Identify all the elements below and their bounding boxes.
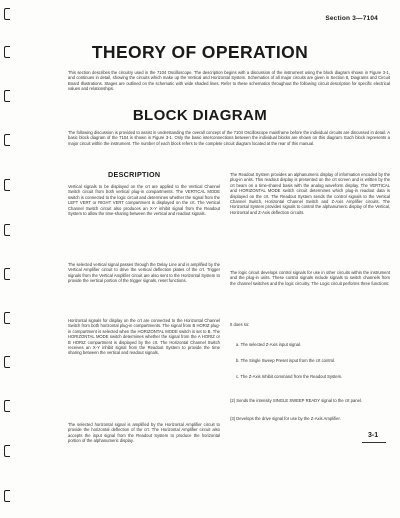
list-item: b. The Single Sweep Preset input from the crt control. (236, 358, 336, 363)
binder-hole-icon (4, 224, 10, 236)
intro-paragraph: This section describes the circuitry used in the 7104 Oscilloscope. The description begins with a discussion of the instrument using the block diagram shown in Figure 3-1, and continues in detail, showing the circuits which make up the Vertical and Horizontal System. Schematics of all major circuits are given in Section 8, Diagrams and Circuit Board Illustrations. Stages are outlined on the schematic with wide shaded lines. Refer to these schematics throughout the following circuit description for specific electrical values and relationships. (68, 70, 390, 92)
description-paragraph-3: Horizontal signals for display on the crt are connected to the Horizontal Channel Switch from both horizontal plug-in compartments. The signal from B HORIZ plug-in compartment is selected when the HORIZONTAL MODE switch is set to B. The HORIZONTAL MODE switch determines whether the signal from the A HORIZ or B HORIZ compartment is displayed by the crt. The Horizontal Channel Switch receives an X-Y inhibit signal from the Readout System to provide the time sharing between the vertical and readout signals. (68, 318, 220, 356)
binder-hole-icon (4, 490, 10, 502)
description-paragraph-2: The selected vertical signal passes through the Delay Line and is amplified by the Vertical Amplifier circuit to drive the vertical deflection plates of the crt. Trigger signals from the Vertical Amplifier circuit are also sent to the Horizontal System to provide the vertical portion of the trigger signals, reset functions. (68, 262, 220, 284)
list-item: (2) Sends the intensity SINGLE SWEEP READY signal to the crt panel. (230, 398, 363, 403)
description-heading: DESCRIPTION (108, 170, 161, 179)
binder-hole-icon (4, 312, 10, 324)
binder-hole-icon (4, 356, 10, 368)
list-intro: It does so: (230, 322, 250, 327)
readout-paragraph: The Readout System provides an alphanumeric display of information encoded by the plug-in units. This readout display is presented on the crt screen and is written by the crt beam on a time-shared basis with the analog waveform display. The VERTICAL and HORIZONTAL MODE switch circuit determines which plug-in readout data is displayed on the crt. The Readout System sends the control signals to the Vertical Channel Switch, Horizontal Channel Switch and Z-Axis Amplifier circuits. The Horizontal System provides signals to control the alphanumeric display of the Vertical, Horizontal and Z-Axis deflection circuits. (230, 172, 390, 215)
block-diagram-heading: BLOCK DIAGRAM (132, 107, 268, 124)
binder-hole-icon (4, 179, 10, 191)
list-item: c. The Z-Axis Inhibit command from the Readout System. (236, 374, 343, 379)
footer-rule (362, 442, 386, 443)
binder-hole-icon (4, 400, 10, 412)
binder-hole-icon (4, 8, 10, 20)
binder-hole-icon (4, 90, 10, 102)
page-number: 3-1 (368, 432, 379, 439)
binder-hole-icon (4, 268, 10, 280)
list-item: (3) Develops the drive signal for use by the Z-Axis Amplifier. (230, 416, 341, 421)
description-paragraph-4: The selected horizontal signal is amplified by the Horizontal Amplifier circuit to provide the horizontal deflection of the crt. The Horizontal Amplifier circuit also accepts the input signal from the Readout System to produce the horizontal portion of the alphanumeric display. (68, 422, 220, 444)
binder-hole-icon (4, 445, 10, 457)
page-title: THEORY OF OPERATION (91, 42, 309, 62)
list-item: a. The selected Z-Axis input signal. (236, 342, 302, 347)
block-diagram-paragraph: The following discussion is provided to assist in understanding the overall concept of the 7104 Oscilloscope mainframe before the individual circuits are discussed in detail. A basic block diagram of the 7104 is shown in Figure 3-1. Only the basic interconnections between the individual blocks are shown on this diagram. Each block represents a major circuit within the instrument. The number of each block refers to the complete circuit diagram located at the rear of this manual. (68, 130, 390, 146)
binder-hole-icon (4, 134, 10, 146)
logic-paragraph: The logic circuit develops control signals for use in other circuits within the instrument and the plug-in units. These control signals include signals to switch channels from the channel switches and the logic circuitry. The Logic circuit performs three functions: (230, 270, 390, 286)
description-paragraph-1: Vertical signals to be displayed on the crt are applied to the Vertical Channel Switch circuit from both vertical plug-in compartments. The VERTICAL MODE switch is connected to the logic circuit and determines whether the signal from the LEFT VERT or RIGHT VERT compartment is displayed on the crt. The Vertical Channel Switch circuit also produces an X-Y inhibit signal from the Readout System to allow the time-sharing between the vertical and readout signals. (68, 184, 220, 217)
section-label: Section 3—7104 (325, 15, 378, 22)
